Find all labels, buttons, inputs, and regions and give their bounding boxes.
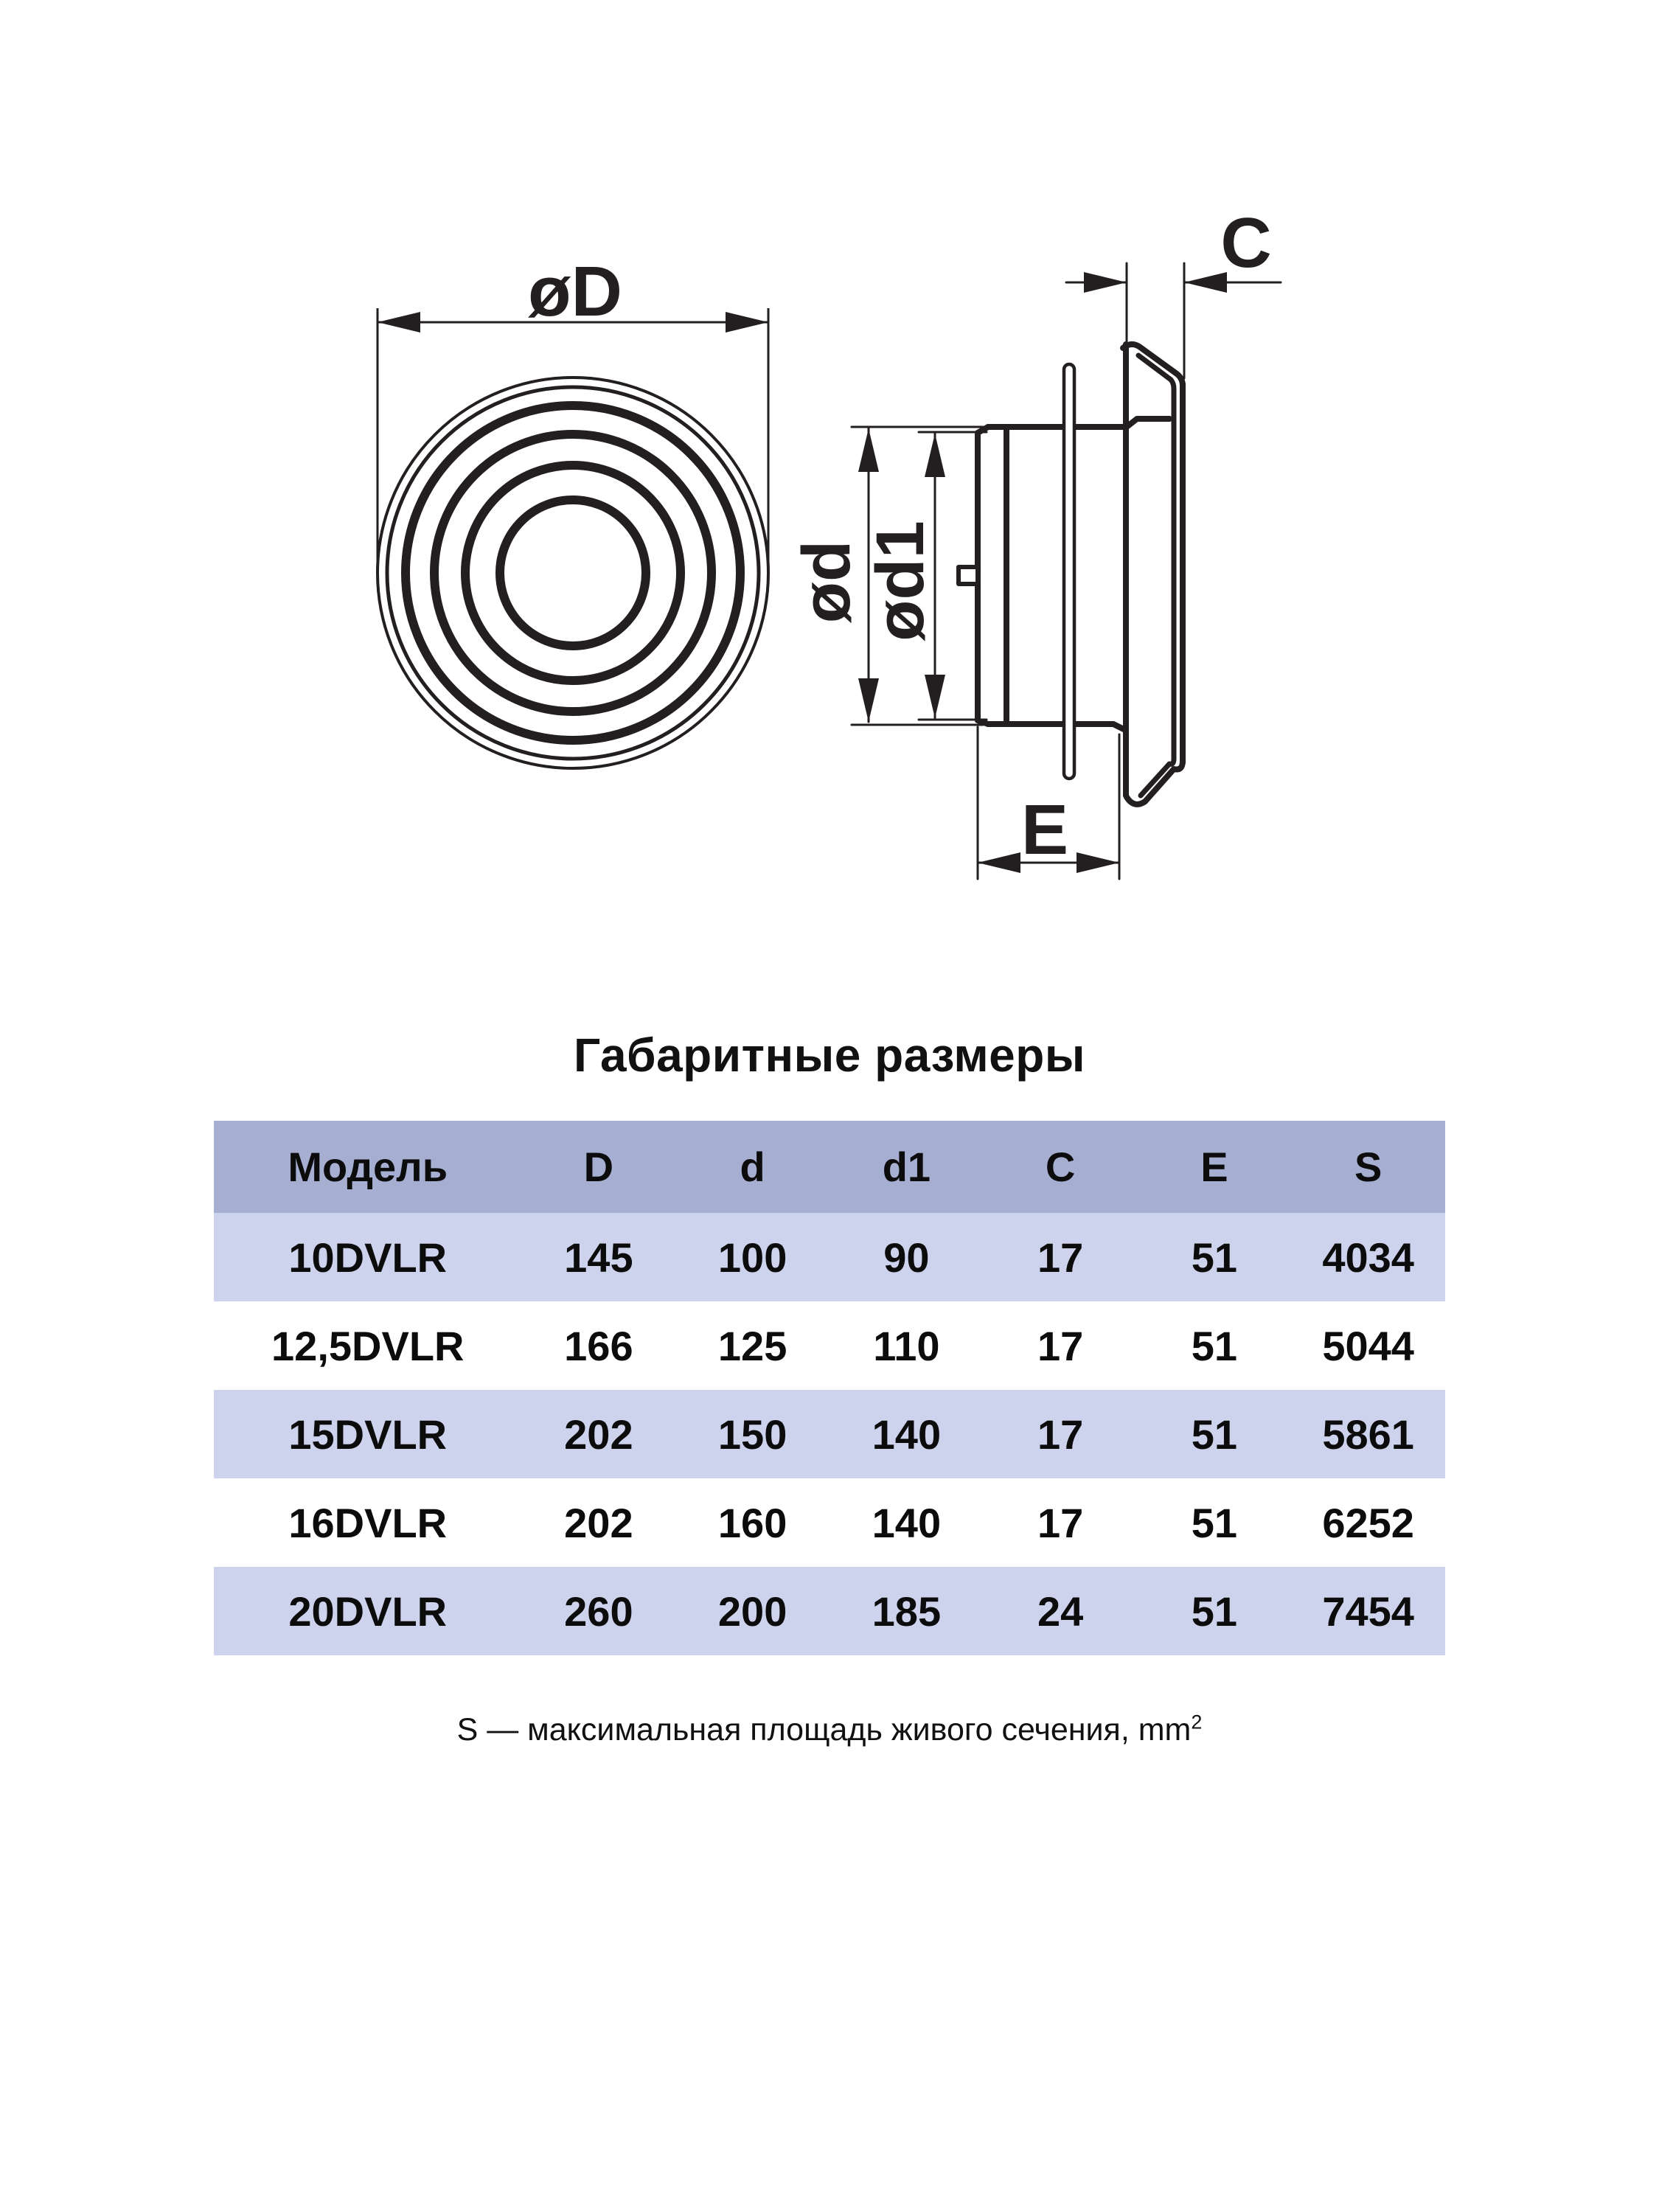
cell-d: 125 bbox=[717, 1322, 787, 1369]
cell-C: 17 bbox=[1037, 1499, 1084, 1546]
arrowhead-right-icon bbox=[1077, 852, 1119, 873]
footnote-text: S — максимальная площадь живого сечения, mm bbox=[456, 1712, 1192, 1747]
cell-model: 16DVLR bbox=[288, 1499, 448, 1546]
ring-inner bbox=[500, 500, 646, 646]
table-row bbox=[214, 1478, 1445, 1567]
cell-D: 166 bbox=[564, 1322, 633, 1369]
arrowhead-left-icon bbox=[978, 852, 1020, 873]
cell-d1: 185 bbox=[872, 1587, 942, 1635]
footnote bbox=[0, 1712, 1659, 1748]
table-header-row bbox=[214, 1121, 1445, 1213]
column-header-d: d bbox=[740, 1144, 765, 1190]
cell-D: 260 bbox=[564, 1587, 633, 1635]
cell-E: 51 bbox=[1191, 1322, 1238, 1369]
column-header-C: C bbox=[1045, 1144, 1076, 1190]
tube-tab bbox=[959, 567, 978, 584]
arrowhead-right-icon bbox=[1084, 272, 1127, 293]
ring-4 bbox=[434, 434, 712, 712]
cell-model: 15DVLR bbox=[288, 1411, 448, 1458]
column-header-E: E bbox=[1200, 1144, 1228, 1190]
cell-d1: 140 bbox=[872, 1411, 942, 1458]
label-dimension-e: E bbox=[1020, 790, 1069, 869]
cell-S: 7454 bbox=[1322, 1587, 1414, 1635]
cell-d1: 90 bbox=[883, 1234, 930, 1281]
column-header-d1: d1 bbox=[882, 1144, 931, 1190]
cell-E: 51 bbox=[1191, 1411, 1238, 1458]
cell-S: 5861 bbox=[1322, 1411, 1414, 1458]
arrowhead-up-icon bbox=[858, 428, 879, 472]
cell-C: 17 bbox=[1037, 1234, 1084, 1281]
cell-D: 202 bbox=[564, 1411, 633, 1458]
cell-D: 202 bbox=[564, 1499, 633, 1546]
footnote-superscript: 2 bbox=[1191, 1711, 1203, 1733]
cell-d: 160 bbox=[717, 1499, 787, 1546]
arrowhead-right-icon bbox=[726, 312, 768, 333]
arrowhead-down-icon bbox=[925, 675, 945, 718]
tube-bottom-edge bbox=[988, 724, 1124, 729]
front-view bbox=[378, 252, 768, 768]
arrowhead-down-icon bbox=[858, 678, 879, 722]
cell-d: 150 bbox=[717, 1411, 787, 1458]
cell-model: 12,5DVLR bbox=[271, 1322, 465, 1369]
cell-model: 10DVLR bbox=[288, 1234, 448, 1281]
ring-3 bbox=[406, 406, 740, 740]
column-header-model: Модель bbox=[288, 1144, 448, 1190]
cell-C: 17 bbox=[1037, 1411, 1084, 1458]
table-row bbox=[214, 1390, 1445, 1478]
column-header-D: D bbox=[583, 1144, 614, 1190]
arrowhead-left-icon bbox=[378, 312, 420, 333]
cell-E: 51 bbox=[1191, 1234, 1238, 1281]
dimension-drawing bbox=[0, 0, 1659, 959]
cell-E: 51 bbox=[1191, 1587, 1238, 1635]
cell-C: 17 bbox=[1037, 1322, 1084, 1369]
table-row bbox=[214, 1567, 1445, 1655]
arrowhead-up-icon bbox=[925, 434, 945, 477]
cell-d1: 110 bbox=[873, 1322, 940, 1369]
collar-top-edge bbox=[1127, 419, 1169, 427]
cell-model: 20DVLR bbox=[288, 1587, 448, 1635]
cell-S: 6252 bbox=[1322, 1499, 1414, 1546]
table-row bbox=[214, 1213, 1445, 1301]
label-dimension-c: C bbox=[1220, 204, 1272, 282]
label-diameter-D: øD bbox=[528, 252, 622, 331]
cell-E: 51 bbox=[1191, 1499, 1238, 1546]
cell-D: 145 bbox=[564, 1234, 633, 1281]
cell-d1: 140 bbox=[872, 1499, 942, 1546]
cell-d: 200 bbox=[717, 1587, 787, 1635]
dimensions-table bbox=[214, 1121, 1445, 1655]
label-diameter-d: ød bbox=[789, 540, 864, 624]
ring-outer-2 bbox=[387, 387, 759, 759]
cell-S: 5044 bbox=[1322, 1322, 1414, 1369]
cell-C: 24 bbox=[1037, 1587, 1084, 1635]
side-view bbox=[789, 204, 1281, 879]
table-row bbox=[214, 1301, 1445, 1390]
cell-d: 100 bbox=[717, 1234, 787, 1281]
page-title: Габаритные размеры bbox=[574, 1029, 1085, 1082]
label-diameter-d1: ød1 bbox=[863, 521, 938, 641]
spring-plate bbox=[1064, 364, 1074, 779]
cell-S: 4034 bbox=[1322, 1234, 1414, 1281]
column-header-S: S bbox=[1354, 1144, 1382, 1190]
